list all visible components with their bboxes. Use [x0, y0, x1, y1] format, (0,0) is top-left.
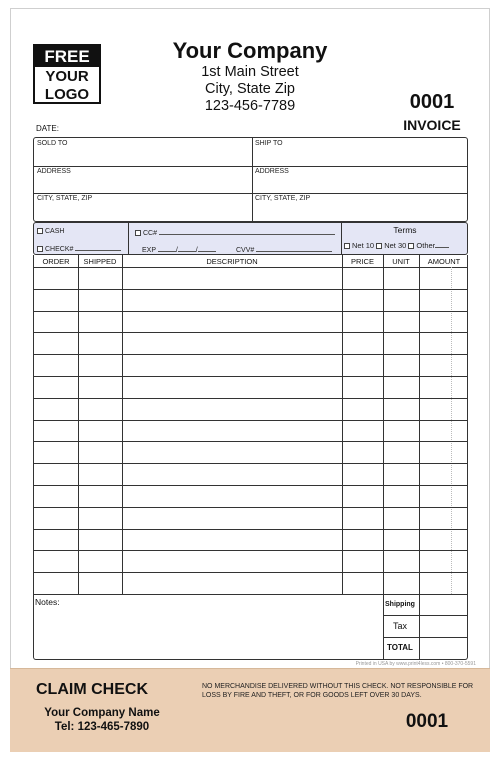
line-items-table — [33, 255, 468, 595]
claim-number: 0001 — [405, 711, 449, 732]
claim-company-name: Your Company Name — [44, 707, 160, 719]
cash-label: CASH — [45, 228, 65, 235]
table-row[interactable] — [34, 573, 467, 594]
header-shipped: SHIPPED — [83, 257, 117, 266]
shipping-label: Shipping — [385, 601, 415, 608]
checkbox-icon — [37, 228, 43, 234]
table-row[interactable] — [34, 442, 467, 463]
checkbox-icon — [408, 243, 414, 249]
notes-field[interactable]: Notes: — [35, 597, 60, 607]
table-row[interactable] — [34, 333, 467, 354]
slash-icon: / — [195, 247, 198, 254]
company-phone: 123-456-7789 — [204, 98, 296, 114]
totals-block — [33, 595, 468, 660]
table-row[interactable] — [34, 464, 467, 485]
shipping-amount-field[interactable] — [420, 596, 467, 615]
exp-field[interactable] — [142, 245, 216, 254]
checkbox-icon — [376, 243, 382, 249]
header-price: PRICE — [351, 257, 374, 266]
header-unit: UNIT — [392, 257, 410, 266]
header-amount: AMOUNT — [427, 257, 461, 266]
exp-label: EXP — [142, 247, 156, 254]
table-row[interactable] — [34, 530, 467, 551]
total-label: TOTAL — [387, 643, 413, 652]
cvv-label: CVV# — [236, 247, 255, 254]
other-checkbox[interactable] — [408, 241, 449, 250]
terms-options — [344, 241, 449, 250]
table-row[interactable] — [34, 486, 467, 507]
ship-city-field[interactable]: CITY, STATE, ZIP — [255, 195, 311, 202]
terms-title: Terms — [393, 225, 417, 235]
claim-check-title: CLAIM CHECK — [36, 681, 148, 698]
table-row[interactable] — [34, 508, 467, 529]
invoice-number: 0001 — [409, 91, 455, 113]
cvv-field[interactable] — [236, 245, 332, 254]
payment-band — [33, 222, 468, 255]
net30-label: Net 30 — [384, 241, 407, 250]
table-row[interactable] — [34, 399, 467, 420]
company-name: Your Company — [172, 38, 328, 63]
table-row[interactable] — [34, 268, 467, 289]
printer-credit: Printed in USA by www.print4less.com • 800-370-5591 — [355, 661, 476, 667]
net10-checkbox[interactable] — [344, 241, 374, 250]
table-row[interactable] — [34, 377, 467, 398]
tax-amount-field[interactable] — [420, 616, 467, 637]
table-row[interactable] — [34, 290, 467, 311]
address-row-line — [34, 166, 467, 167]
cc-label: CC# — [143, 230, 158, 237]
claim-check-stub — [10, 668, 490, 752]
claim-phone: Tel: 123-465-7890 — [54, 721, 150, 733]
logo-logo-text: LOGO — [44, 86, 90, 103]
net30-checkbox[interactable] — [376, 241, 406, 250]
exp-line — [158, 245, 176, 252]
cash-checkbox[interactable] — [37, 228, 64, 235]
other-line — [435, 241, 449, 248]
table-row[interactable] — [34, 551, 467, 572]
exp-line — [195, 245, 216, 254]
cc-checkbox[interactable] — [135, 228, 335, 237]
sold-city-field[interactable]: CITY, STATE, ZIP — [37, 195, 93, 202]
tax-label: Tax — [393, 621, 408, 631]
other-label: Other — [416, 241, 436, 250]
company-street: 1st Main Street — [201, 64, 299, 80]
logo-placeholder — [33, 44, 101, 104]
check-checkbox[interactable] — [37, 244, 121, 253]
invoice-title: INVOICE — [403, 117, 461, 133]
logo-your-text: YOUR — [45, 68, 89, 85]
cvv-line — [256, 245, 332, 252]
company-city: City, State Zip — [205, 81, 295, 97]
header-order: ORDER — [42, 257, 70, 266]
totals-divider — [383, 595, 384, 659]
total-amount-field[interactable] — [420, 638, 467, 659]
table-row[interactable] — [34, 421, 467, 442]
header-description: DESCRIPTION — [206, 257, 258, 266]
address-divider — [252, 138, 253, 222]
exp-line — [175, 245, 196, 254]
sold-address-field[interactable]: ADDRESS — [37, 168, 71, 175]
ship-address-field[interactable]: ADDRESS — [255, 168, 289, 175]
checkbox-icon — [135, 230, 141, 236]
claim-notice: NO MERCHANDISE DELIVERED WITHOUT THIS CHECK. NOT RESPONSIBLE FOR LOSS BY FIRE AND THEFT, OR FOR GOODS LEFT OVER 30 DAYS. — [202, 683, 474, 699]
check-label: CHECK# — [45, 246, 74, 253]
logo-free-text: FREE — [35, 46, 99, 67]
date-field[interactable]: DATE: — [36, 124, 59, 133]
address-block — [33, 137, 468, 222]
address-row-line — [34, 193, 467, 194]
ship-to-field[interactable]: SHIP TO — [255, 140, 283, 147]
checkbox-icon — [37, 246, 43, 252]
cc-number-line — [159, 228, 335, 235]
check-number-line — [75, 244, 121, 251]
slash-icon: / — [175, 247, 178, 254]
checkbox-icon — [344, 243, 350, 249]
table-row[interactable] — [34, 312, 467, 333]
net10-label: Net 10 — [352, 241, 375, 250]
table-row[interactable] — [34, 355, 467, 376]
company-header — [150, 38, 350, 115]
sold-to-field[interactable]: SOLD TO — [37, 140, 68, 147]
payment-divider — [128, 223, 129, 255]
